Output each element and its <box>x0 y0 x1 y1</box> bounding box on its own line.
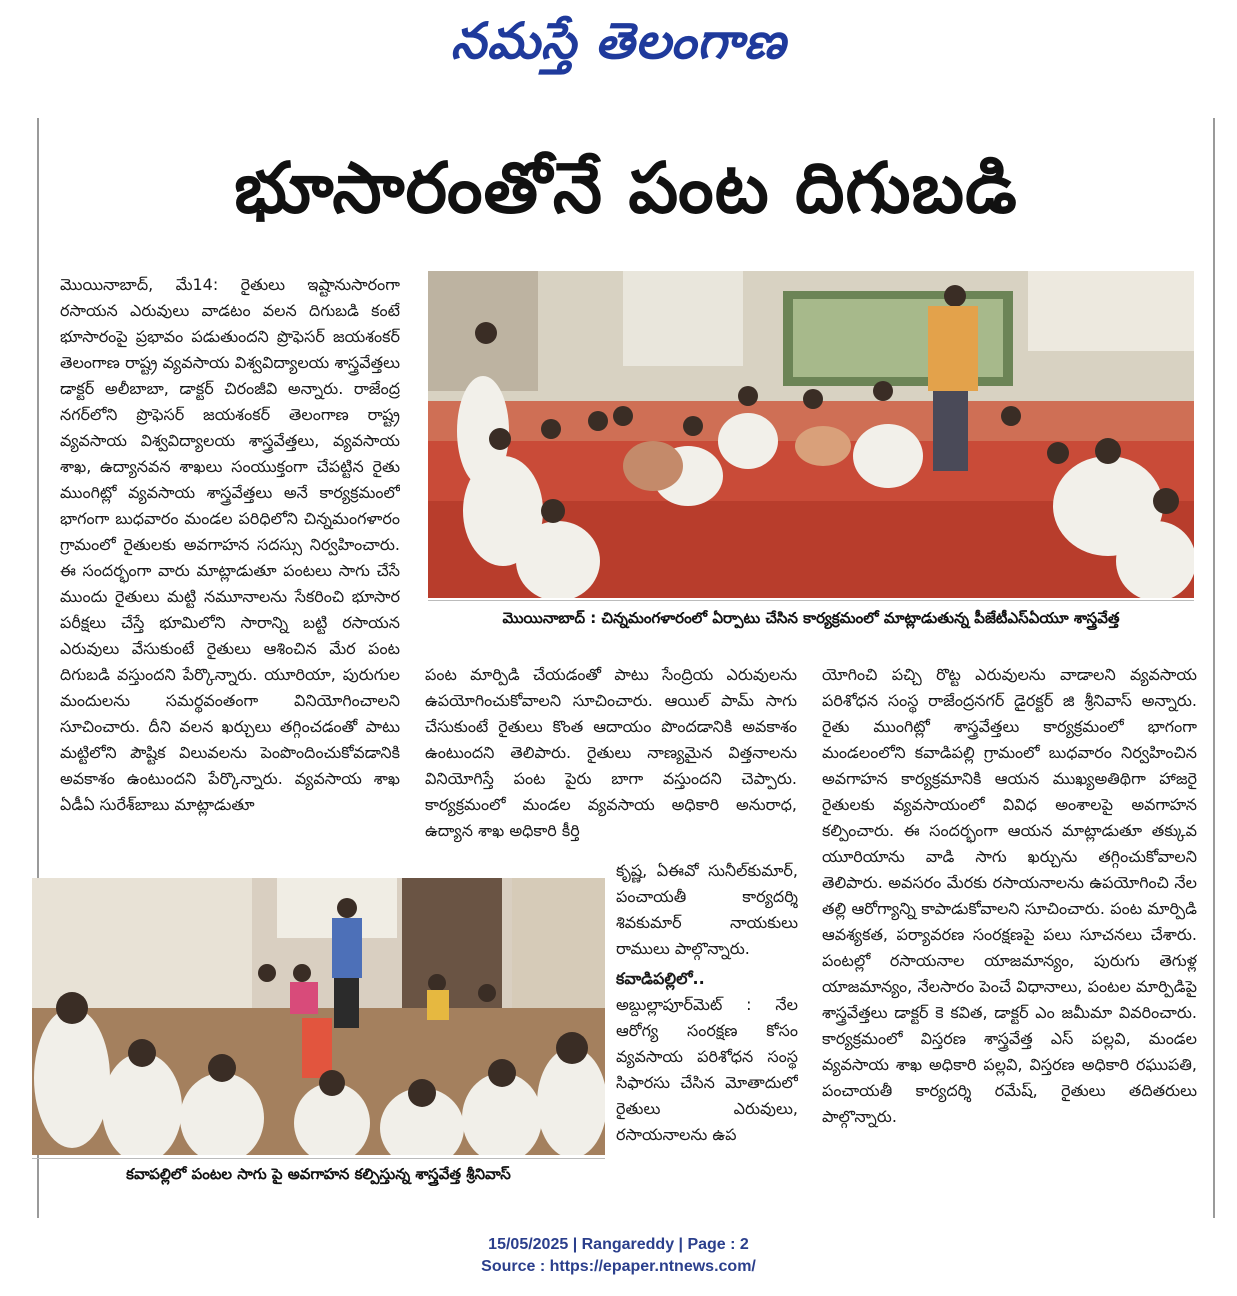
newspaper-masthead: నమస్తే తెలంగాణ <box>450 12 787 70</box>
article-paragraph: పంట మార్పిడి చేయడంతో పాటు సేంద్రియ ఎరువులను ఉపయోగించుకోవాలని సూచించారు. ఆయిల్ పామ్ సాగు చేసుకుంటే రైతులు కొంత ఆదాయం పొందడానికి అవకాశం ఉంటుందని తెలిపారు. రైతులు నాణ్యమైన విత్తనాలను వినియోగిస్తే పంట పైరు బాగా వస్తుందని చెప్పారు. కార్యక్రమంలో మండల వ్యవసాయ అధికారి అనురాధ, ఉద్యాన శాఖ అధికారి కీర్తి <box>425 665 797 840</box>
photo-caption: మొయినాబాద్ : చిన్నమంగళారంలో ఏర్పాటు చేసిన కార్యక్రమంలో మాట్లాడుతున్న పీజేటీఎస్ఏయూ శాస్త్రవేత్త <box>502 609 1120 627</box>
article-paragraph: అబ్దుల్లాపూర్‌మెట్ : నేల ఆరోగ్య సంరక్షణ కోసం వ్యవసాయ పరిశోధన సంస్థ సిఫారసు చేసిన మోతాదులో రైతులు ఎరువులు, రసాయనాలను ఉప <box>616 995 798 1144</box>
article-paragraph: యోగించి పచ్చి రొట్ట ఎరువులను వాడాలని వ్యవసాయ పరిశోధన సంస్థ రాజేంద్రనగర్ డైరక్టర్ జి శ్రీనివాస్ అన్నారు. రైతు ముంగిట్లో శాస్త్రవేత్తలు కార్యక్రమంలో భాగంగా మండలంలోని కవాడిపల్లి గ్రామంలో బుధవారం నిర్వహించిన అవగాహన కార్యక్రమానికి ఆయన ముఖ్యఅతిథిగా హాజరై రైతులకు వ్యవసాయంలో వివిధ అంశాలపై అవగాహన కల్పించారు. ఈ సందర్భంగా ఆయన మాట్లాడుతూ తక్కువ యూరియాను వాడి సాగు ఖర్చును తగ్గించుకోవాలని తెలిపారు. అవసరం మేరకు రసాయనాలను ఉపయోగించి నేల తల్లి ఆరోగ్యాన్ని కాపాడుకోవాలని సూచించారు. పంట మార్పిడి ఆవశ్యకత, పర్యావరణ సంరక్షణపై పలు సూచనలు చేశారు. పంటల్లో రసాయనాల యాజమాన్యం, పురుగు తెగుళ్ల యాజమాన్యం, నేలసారం పెంచే విధానాలు, పంటల మార్పిడిపై శాస్త్రవేత్తలు డాక్టర్ కె కవిత, డాక్టర్ ఎం జమీమా వివరించారు. కార్యక్రమంలో విస్తరణ శాస్త్రవేత్త ఎస్ పల్లవి, మండల వ్యవసాయ శాఖ అధికారి పల్లవి, విస్తరణ అధికారి రఘుపతి, పంచాయతీ కార్యదర్శి రమేష్, రైతులు తదితరులు పాల్గొన్నారు. <box>822 665 1197 1126</box>
right-border-rule <box>1213 118 1215 1218</box>
article-column-2-continued <box>616 858 798 1178</box>
caption-rule <box>32 1158 605 1159</box>
article-column-2 <box>425 662 797 862</box>
footer-source-link[interactable]: Source : https://epaper.ntnews.com/ <box>481 1258 756 1275</box>
photo-farmers-meeting <box>428 271 1194 598</box>
footer-date-edition: 15/05/2025 | Rangareddy | Page : 2 <box>488 1236 749 1253</box>
caption-rule <box>428 600 1194 601</box>
article-subheading: కవాడిపల్లిలో.. <box>616 969 705 988</box>
photo-caption: కవాపల్లిలో పంటల సాగు పై అవగాహన కల్పిస్తున్న శాస్త్రవేత్త శ్రీనివాస్ <box>126 1165 511 1183</box>
article-paragraph: మొయినాబాద్, మే14: రైతులు ఇష్టానుసారంగా రసాయన ఎరువులు వాడటం వలన దిగుబడి కంటే భూసారంపై ప్రభావం పడుతుందని ప్రొఫెసర్ జయశంకర్ తెలంగాణ రాష్ట్ర వ్యవసాయ విశ్వవిద్యాలయ శాస్త్రవేత్తలు డాక్టర్ అలీబాబా, డాక్టర్ చిరంజీవి అన్నారు. రాజేంద్ర నగర్‌లోని ప్రొఫెసర్ జయశంకర్ తెలంగాణ రాష్ట్ర వ్యవసాయ విశ్వవిద్యాలయ శాస్త్రవేత్తలు, వ్యవసాయ శాఖ, ఉద్యానవన శాఖలు సంయుక్తంగా చేపట్టిన రైతు ముంగిట్లో వ్యవసాయ శాస్త్రవేత్తలు అనే కార్యక్రమంలో భాగంగా బుధవారం మండల పరిధిలోని చిన్నమంగళారం గ్రామంలో రైతులకు అవగాహన సదస్సు నిర్వహించారు. ఈ సందర్భంగా వారు మాట్లాడుతూ పంటలు సాగు చేసే ముందు రైతులు మట్టి నమూనాలను సేకరించి భూసార పరీక్షలు చేస్తే భూమిలోని సారాన్ని బట్టి రసాయన ఎరువులు వేసుకుంటే రైతులు ఆశించిన మేర పంట దిగుబడి వస్తుందని పేర్కొన్నారు. యూరియా, పురుగుల మందులను సమర్థవంతంగా వినియోగించాలని సూచించారు. దీని వలన ఖర్చులు తగ్గించడంతో పాటు మట్టిలోని పౌష్టిక విలువలను పెంపొందించుకోవడానికి అవకాశం ఉంటుందని పేర్కొన్నారు. వ్యవసాయ శాఖ ఏడీఏ సురేశ్‌బాబు మాట్లాడుతూ <box>60 275 400 814</box>
article-paragraph: కృష్ణ, ఏఈవో సునీల్‌కుమార్, పంచాయతీ కార్యదర్శి శివకుమార్ నాయకులు రాములు పాల్గొన్నారు. <box>616 861 798 958</box>
photo-scientist-addressing <box>32 878 605 1155</box>
article-column-3 <box>822 662 1197 1192</box>
article-headline: భూసారంతోనే పంట దిగుబడి <box>234 147 1018 229</box>
article-column-1 <box>60 272 400 862</box>
